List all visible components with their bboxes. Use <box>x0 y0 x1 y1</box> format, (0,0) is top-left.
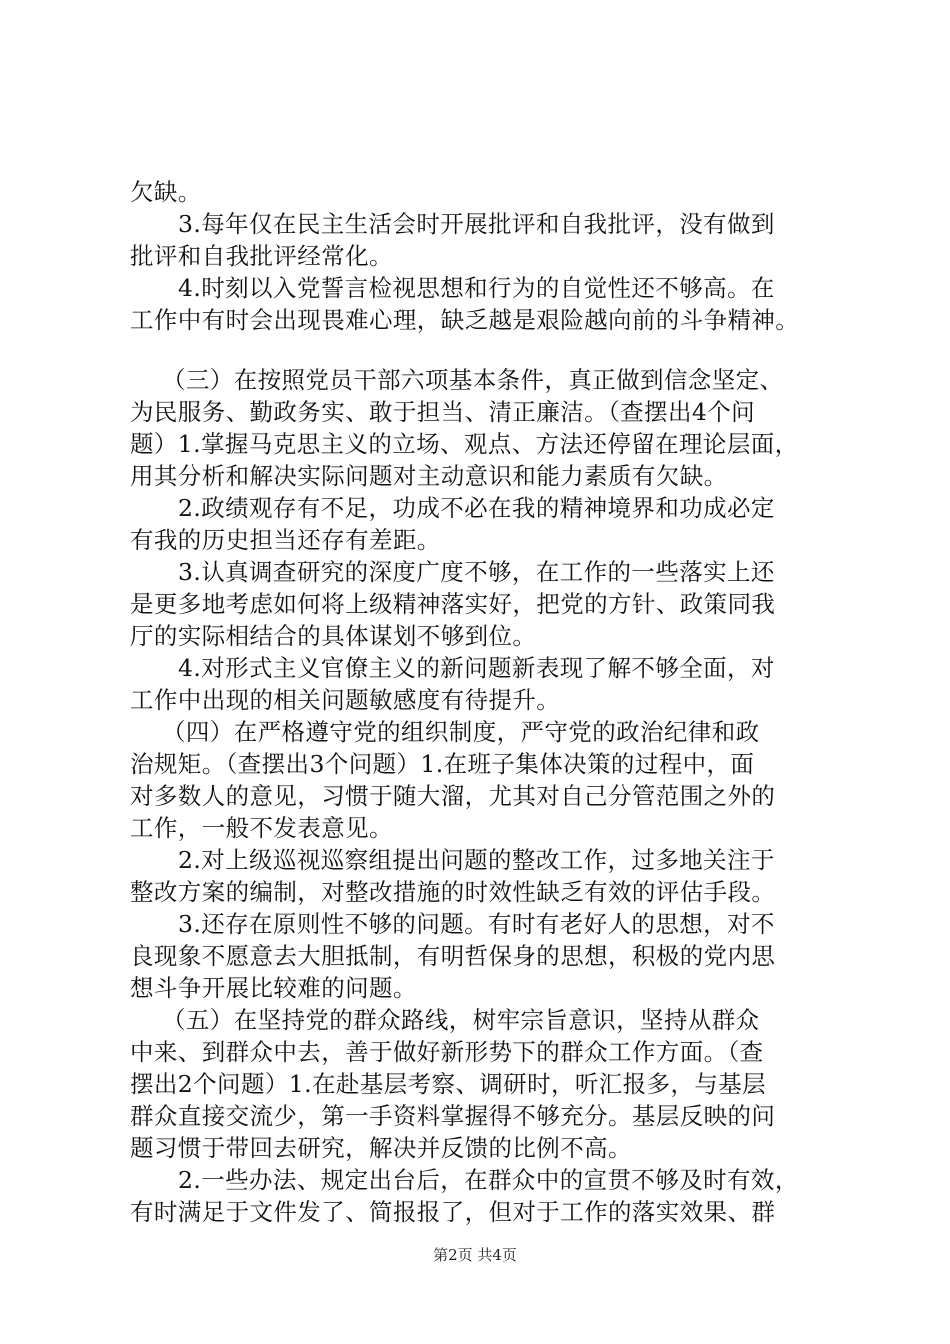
text-line: 4.时刻以入党誓言检视思想和行为的自觉性还不够高。在 <box>178 274 775 302</box>
text-line: 群众直接交流少，第一手资料掌握得不够充分。基层反映的问 <box>130 1102 776 1130</box>
page-footer: 第2页 共4页 <box>433 1246 517 1264</box>
text-line: 题习惯于带回去研究，解决并反馈的比例不高。 <box>130 1134 632 1162</box>
text-line: （三）在按照党员干部六项基本条件，真正做到信念坚定、 <box>162 366 784 394</box>
text-line: 整改方案的编制，对整改措施的时效性缺乏有效的评估手段。 <box>130 878 776 906</box>
text-line: 为民服务、勤政务实、敢于担当、清正廉洁。（查摆出4个问 <box>130 398 756 426</box>
text-line: （五）在坚持党的群众路线，树牢宗旨意识，坚持从群众 <box>162 1006 760 1034</box>
text-line: 3.每年仅在民主生活会时开展批评和自我批评，没有做到 <box>178 210 775 238</box>
text-line: （四）在严格遵守党的组织制度，严守党的政治纪律和政 <box>162 718 760 746</box>
text-line: 良现象不愿意去大胆抵制，有明哲保身的思想，积极的党内思 <box>130 942 776 970</box>
text-line: 题）1.掌握马克思主义的立场、观点、方法还停留在理论层面， <box>130 430 799 458</box>
text-line: 治规矩。（查摆出3个问题）1.在班子集体决策的过程中，面 <box>130 750 755 778</box>
text-line: 4.对形式主义官僚主义的新问题新表现了解不够全面，对 <box>178 654 775 682</box>
text-line: 3.还存在原则性不够的问题。有时有老好人的思想，对不 <box>178 910 775 938</box>
text-line: 2.一些办法、规定出台后，在群众中的宣贯不够及时有效， <box>178 1166 799 1194</box>
text-line: 欠缺。 <box>130 178 202 206</box>
text-line: 2.政绩观存有不足，功成不必在我的精神境界和功成必定 <box>178 494 775 522</box>
text-line: 工作中出现的相关问题敏感度有待提升。 <box>130 686 561 714</box>
text-line: 是更多地考虑如何将上级精神落实好，把党的方针、政策同我 <box>130 590 776 618</box>
text-line: 有我的历史担当还存有差距。 <box>130 526 441 554</box>
text-line: 工作，一般不发表意见。 <box>130 814 393 842</box>
text-line: 有时满足于文件发了、简报报了，但对于工作的落实效果、群 <box>130 1198 776 1226</box>
text-line: 厅的实际相结合的具体谋划不够到位。 <box>130 622 537 650</box>
text-line: 对多数人的意见，习惯于随大溜，尤其对自己分管范围之外的 <box>130 782 776 810</box>
text-line: 摆出2个问题）1.在赴基层考察、调研时，听汇报多，与基层 <box>130 1070 767 1098</box>
text-line: 用其分析和解决实际问题对主动意识和能力素质有欠缺。 <box>130 462 728 490</box>
text-line: 2.对上级巡视巡察组提出问题的整改工作，过多地关注于 <box>178 846 775 874</box>
text-line: 想斗争开展比较难的问题。 <box>130 974 417 1002</box>
text-line: 批评和自我批评经常化。 <box>130 242 393 270</box>
text-line: 工作中有时会出现畏难心理，缺乏越是艰险越向前的斗争精神。 <box>130 306 800 334</box>
text-line: 中来、到群众中去，善于做好新形势下的群众工作方面。（查 <box>130 1038 764 1066</box>
text-line: 3.认真调查研究的深度广度不够，在工作的一些落实上还 <box>178 558 775 586</box>
